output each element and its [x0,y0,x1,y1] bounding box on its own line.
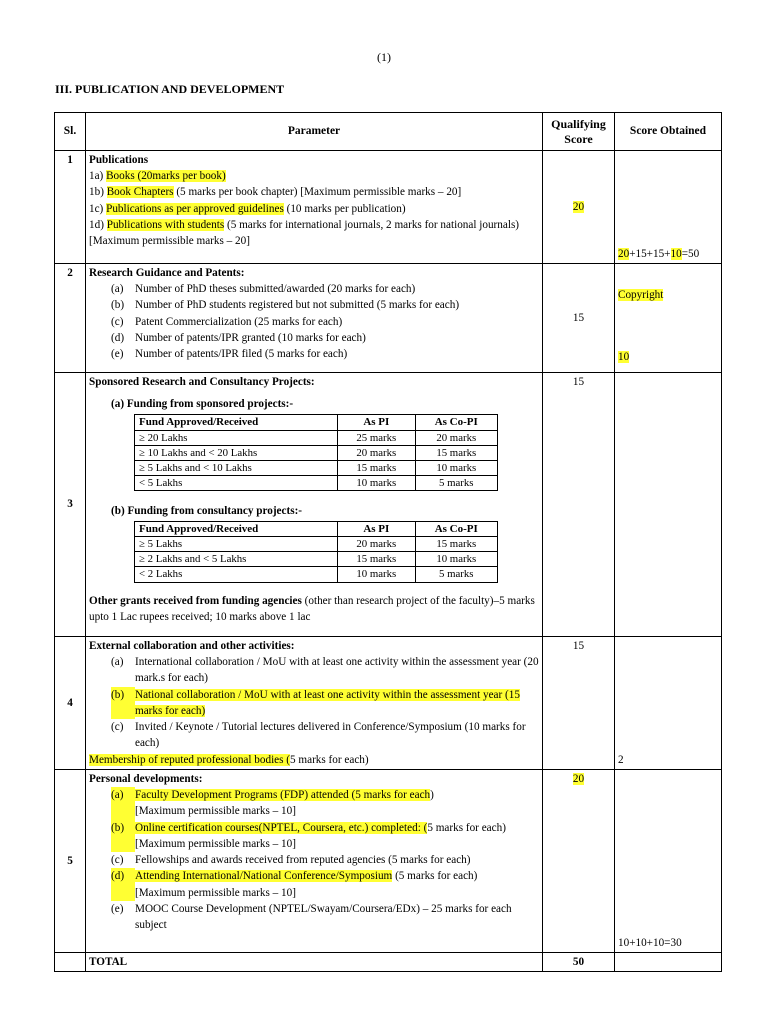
sponsored-label: (a) Funding from sponsored projects:- [111,398,294,411]
row-sl: 5 [55,770,86,953]
list-item: (b) Number of PhD students registered but not submitted (5 marks for each) [111,299,460,312]
list-item: (a) International collaboration / MoU with at least one activity within the assessment year (20 mark.s for each) [111,656,539,685]
row-qualifying: 20 [543,151,615,264]
list-item: (a) Number of PhD theses submitted/awarded (20 marks for each) [111,283,416,296]
list-item: (e) Number of patents/IPR filed (5 marks for each) [111,348,348,361]
row-parameter [86,264,543,373]
table-row: ≥ 20 Lakhs 25 marks 20 marks [135,430,498,445]
table-row [55,770,722,953]
row-sl: 1 [55,151,86,264]
header-obtained: Score Obtained [615,113,722,151]
section-heading: III. PUBLICATION AND DEVELOPMENT [55,82,285,96]
list-item: (a) Faculty Development Programs (FDP) attended (5 marks for each) [Maximum permissible marks – 10] [111,787,539,819]
row-qualifying: 15 [543,637,615,770]
list-item: (b) National collaboration / MoU with at least one activity within the assessment year (15 marks for each) [111,687,539,719]
row-parameter [86,770,543,953]
list-item: 1d) Publications with students (5 marks for international journals, 2 marks for national journals) [Maximum permissible marks – 20] [89,218,520,248]
row-title: Publications [89,154,149,166]
row-obtained: 20+15+15+10=50 [615,151,722,264]
row-title: External collaboration and other activities: [89,640,295,652]
table-row: < 5 Lakhs 10 marks 5 marks [135,475,498,490]
consult-table: Fund Approved/Received As PI As Co-PI ≥ 5 Lakhs 20 marks 15 marks ≥ 2 Lakhs and < 5 Lakhs 15 marks 10 marks < 2 Lakhs 10 marks 5 marks [134,521,498,582]
membership: Membership of reputed professional bodies (5 marks for each) [89,753,369,766]
row-parameter [86,637,543,770]
row-sl: 4 [55,637,86,770]
row-obtained [615,373,722,637]
table-row [55,151,722,264]
row-qualifying: 15 [543,264,615,373]
total-label: TOTAL [86,953,543,972]
row-qualifying: 15 [543,373,615,637]
list-item: (c) Fellowships and awards received from reputed agencies (5 marks for each) [111,854,471,867]
table-row: ≥ 2 Lakhs and < 5 Lakhs 15 marks 10 marks [135,552,498,567]
list-item: 1b) Book Chapters (5 marks per book chapter) [Maximum permissible marks – 20] [89,186,462,199]
total-obtained [615,953,722,972]
table-row: ≥ 5 Lakhs 20 marks 15 marks [135,537,498,552]
table-row [55,373,722,637]
list-item: (d) Number of patents/IPR granted (10 marks for each) [111,331,366,344]
list-item: 1c) Publications as per approved guidelines (10 marks per publication) [89,202,406,215]
table-row: ≥ 5 Lakhs and < 10 Lakhs 15 marks 10 marks [135,460,498,475]
list-item: (d) Attending International/National Conference/Symposium (5 marks for each) [Maximum permissible marks – 10] [111,868,539,900]
row-obtained: 2 [615,637,722,770]
table-row: < 2 Lakhs 10 marks 5 marks [135,567,498,582]
header-sl: Sl. [55,113,86,151]
table-row [55,637,722,770]
table-row: ≥ 10 Lakhs and < 20 Lakhs 20 marks 15 marks [135,445,498,460]
row-qualifying: 20 [543,770,615,953]
list-item: (e) MOOC Course Development (NPTEL/Swayam/Coursera/EDx) – 25 marks for each subject [111,902,512,932]
row-title: Personal developments: [89,773,203,785]
row-parameter [86,373,543,637]
sponsored-table: Fund Approved/Received As PI As Co-PI ≥ 20 Lakhs 25 marks 20 marks ≥ 10 Lakhs and < 20 Lakhs 20 marks 15 marks ≥ 5 Lakhs and < 10 Lakhs 15 marks 10 marks < 5 Lakhs 10 marks 5 marks [134,414,498,490]
total-row [55,953,722,972]
list-item: (c) Invited / Keynote / Tutorial lectures delivered in Conference/Symposium (10 marks for each) [111,721,526,750]
row-sl: 2 [55,264,86,373]
list-item: (c) Patent Commercialization (25 marks for each) [111,315,343,328]
page-number: (1) [377,50,391,64]
other-grants: Other grants received from funding agencies (other than research project of the faculty)–5 marks upto 1 Lac rupees received; 10 marks above 1 lac [89,594,535,623]
list-item: (b) Online certification courses(NPTEL, Coursera, etc.) completed: (5 marks for each)[Maximum permissible marks – 10] [111,820,539,852]
row-sl: 3 [55,373,86,637]
row-parameter [86,151,543,264]
header-parameter: Parameter [86,113,543,151]
row-obtained: Copyright 10 [615,264,722,373]
score-table [54,112,722,972]
row-title: Sponsored Research and Consultancy Projects: [89,376,315,388]
total-qualifying: 50 [543,953,615,972]
row-title: Research Guidance and Patents: [89,267,245,279]
list-item: 1a) Books (20marks per book) [89,170,226,183]
consult-label: (b) Funding from consultancy projects:- [111,504,303,517]
header-qualifying: Qualifying Score [543,113,615,151]
row-obtained: 10+10+10=30 [615,770,722,953]
table-row [55,264,722,373]
